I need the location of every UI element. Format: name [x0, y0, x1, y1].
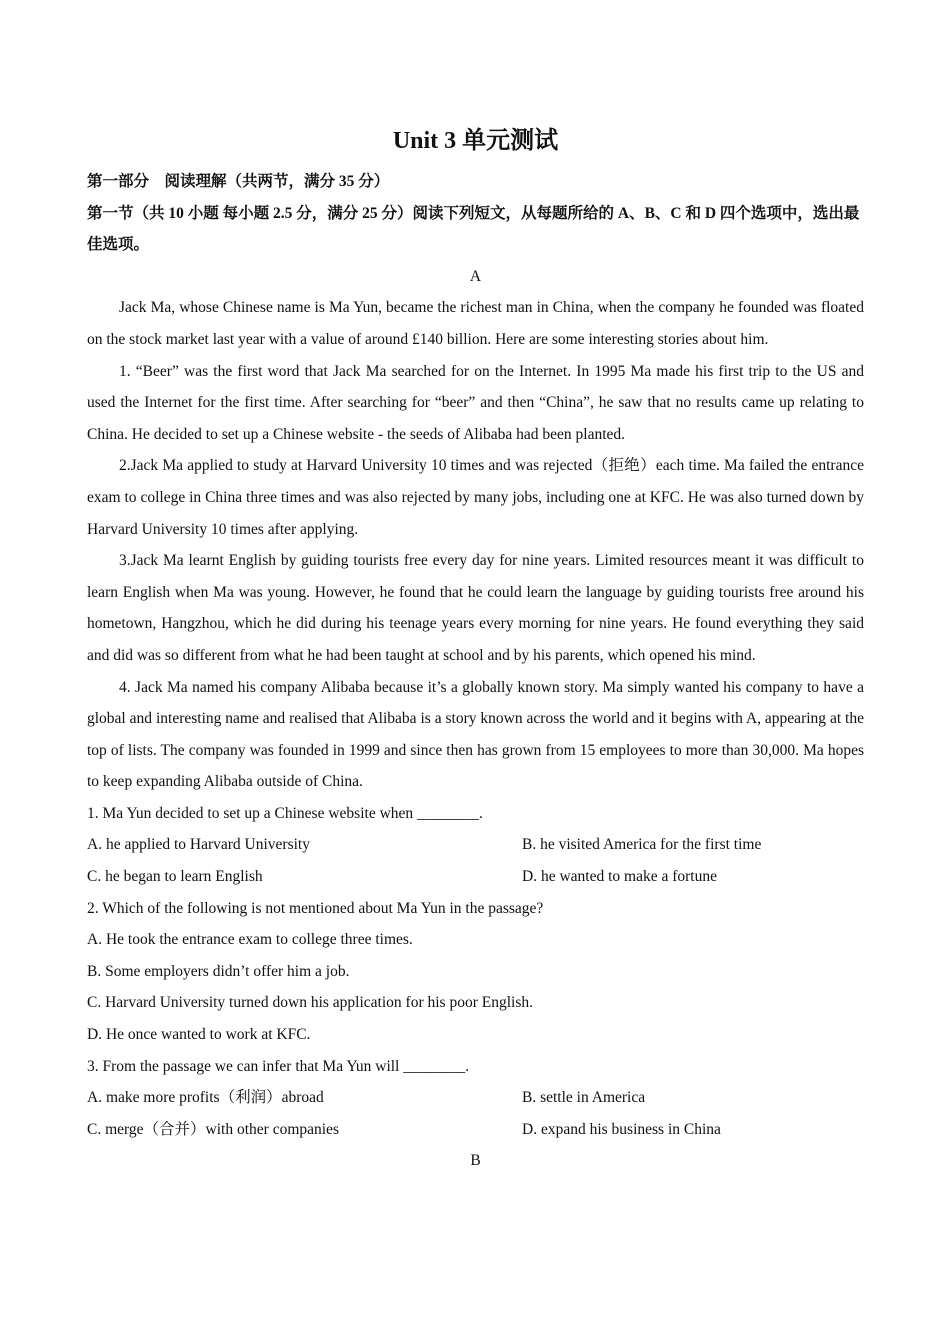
- question-option: D. he wanted to make a fortune: [522, 868, 717, 886]
- page-title: Unit 3 单元测试: [392, 128, 559, 154]
- passage-a-label: A: [469, 267, 482, 285]
- question-option: B. settle in America: [522, 1089, 646, 1107]
- question-options: [87, 1082, 864, 1145]
- question-option: C. he began to learn English: [87, 868, 263, 886]
- passage-paragraph: 1. “Beer” was the first word that Jack Ma searched for on the Internet. In 1995 Ma made his first trip to the US and used the Internet for the first time. After searching for “beer” and then “China”, he saw that no results came up relating to China. He decided to set up a Chinese website - the seeds of Alibaba had been planted.: [87, 362, 864, 443]
- passage-paragraph: Jack Ma, whose Chinese name is Ma Yun, became the richest man in China, when the company he founded was floated on the stock market last year with a value of around £140 billion. Here are some interesting stories about him.: [87, 299, 864, 348]
- question-option: C. merge（合并）with other companies: [87, 1120, 339, 1138]
- passage-paragraph: 3.Jack Ma learnt English by guiding tourists free every day for nine years. Limited resources meant it was difficult to learn English when Ma was young. However, he found that he could learn the language by guiding tourists free around his hometown, Hangzhou, which he did during his teenage years every morning for nine years. He found everything they said and did was so different from what he had been taught at school and by his parents, which opened his mind.: [87, 552, 864, 664]
- question-option: A. He took the entrance exam to college three times.: [87, 931, 413, 949]
- passage-paragraph: 4. Jack Ma named his company Alibaba because it’s a globally known story. Ma simply wanted his company to have a global and interesting name and realised that Alibaba is a story known across the world and it begins with A, appearing at the top of lists. The company was founded in 1999 and since then has grown from 15 employees to more than 30,000. Ma hopes to keep expanding Alibaba outside of China.: [87, 678, 864, 791]
- question-option: A. make more profits（利润）abroad: [87, 1089, 324, 1107]
- passage-b-label: B: [470, 1152, 481, 1170]
- question-stem: 3. From the passage we can infer that Ma Yun will ________.: [87, 1057, 470, 1075]
- question-option: D. expand his business in China: [522, 1120, 721, 1138]
- question-stem: 1. Ma Yun decided to set up a Chinese website when ________.: [87, 804, 483, 822]
- passage-paragraph: 2.Jack Ma applied to study at Harvard University 10 times and was rejected（拒绝）each time. Ma failed the entrance exam to college in China three times and was also rejected by many jobs, including one at KFC. He was also turned down by Harvard University 10 times after applying.: [87, 457, 864, 538]
- section-heading: 第一节（共 10 小题 每小题 2.5 分，满分 25 分）阅读下列短文，从每题所给的 A、B、C 和 D 四个选项中，选出最佳选项。: [87, 204, 860, 254]
- question-option: B. Some employers didn’t offer him a job.: [87, 962, 350, 980]
- question-stem: 2. Which of the following is not mentioned about Ma Yun in the passage?: [87, 899, 544, 917]
- question-options: [87, 829, 864, 892]
- question-option: D. He once wanted to work at KFC.: [87, 1026, 311, 1044]
- question-option: A. he applied to Harvard University: [87, 836, 310, 854]
- question-option: C. Harvard University turned down his application for his poor English.: [87, 994, 533, 1012]
- question-option: B. he visited America for the first time: [522, 836, 762, 854]
- part-heading: 第一部分 阅读理解（共两节，满分 35 分）: [87, 173, 390, 190]
- reading-section: [87, 166, 864, 1177]
